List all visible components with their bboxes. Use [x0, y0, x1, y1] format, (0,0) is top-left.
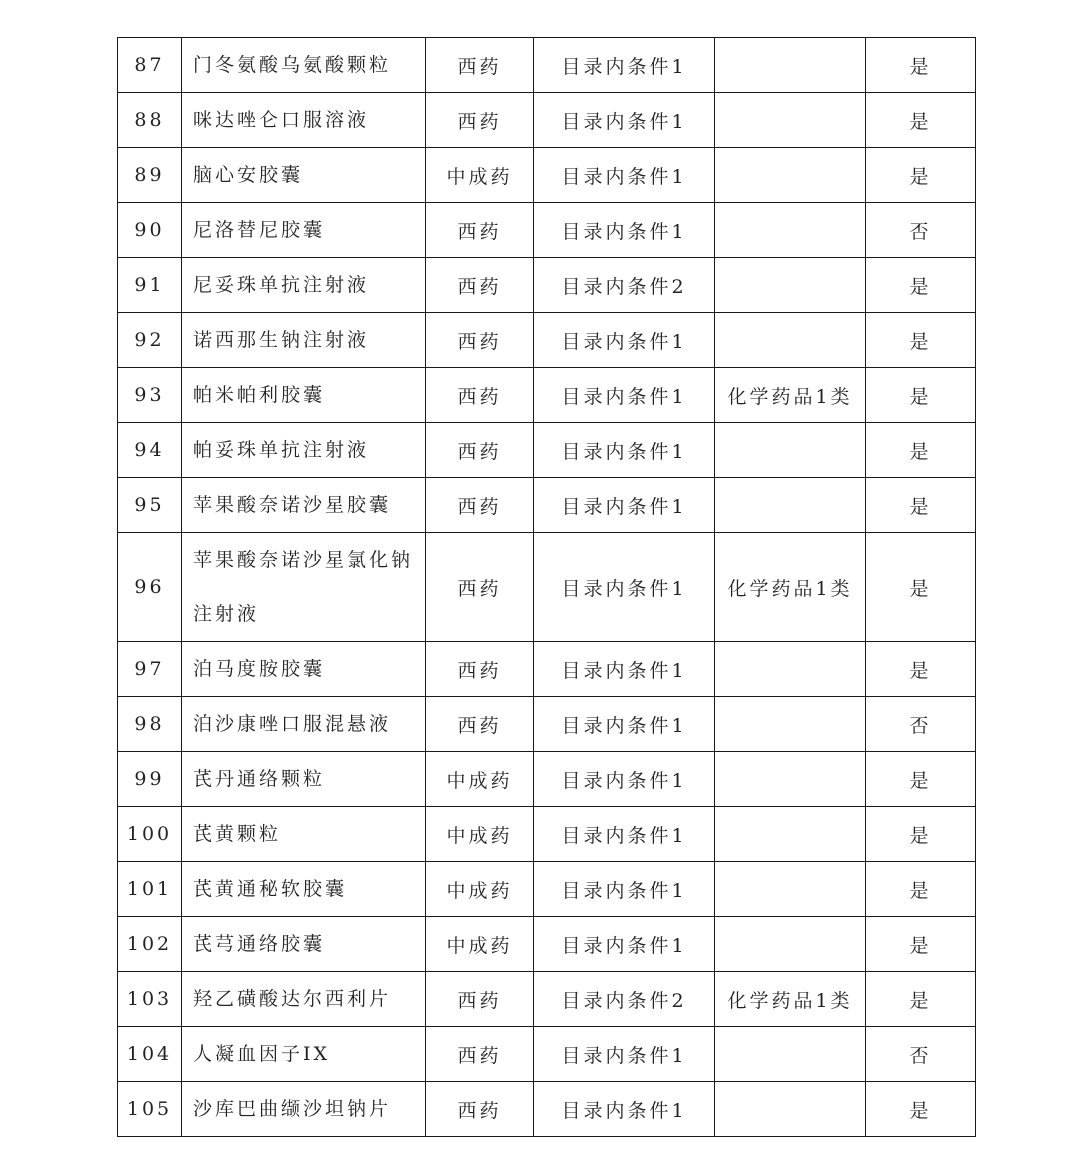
table-row [118, 807, 976, 862]
drug-type: 西药 [426, 368, 534, 423]
row-number: 90 [118, 203, 182, 258]
drug-category-note [715, 697, 866, 752]
yes-no-flag: 是 [866, 478, 976, 533]
catalog-condition: 目录内条件1 [534, 478, 715, 533]
drug-name: 泊沙康唑口服混悬液 [182, 697, 426, 752]
catalog-condition: 目录内条件1 [534, 93, 715, 148]
yes-no-flag: 否 [866, 697, 976, 752]
yes-no-flag: 否 [866, 203, 976, 258]
drug-name: 苹果酸奈诺沙星胶囊 [182, 478, 426, 533]
catalog-condition: 目录内条件1 [534, 423, 715, 478]
drug-name: 咪达唑仑口服溶液 [182, 93, 426, 148]
table-row [118, 642, 976, 697]
table-row [118, 203, 976, 258]
drug-category-note [715, 478, 866, 533]
table-row [118, 862, 976, 917]
drug-category-note [715, 93, 866, 148]
drug-name: 芪黄通秘软胶囊 [182, 862, 426, 917]
row-number: 93 [118, 368, 182, 423]
drug-type: 西药 [426, 1082, 534, 1137]
drug-type: 中成药 [426, 807, 534, 862]
yes-no-flag: 是 [866, 38, 976, 93]
drug-type: 西药 [426, 533, 534, 642]
drug-type: 西药 [426, 972, 534, 1027]
catalog-condition: 目录内条件1 [534, 533, 715, 642]
drug-category-note [715, 38, 866, 93]
row-number: 91 [118, 258, 182, 313]
catalog-condition: 目录内条件1 [534, 752, 715, 807]
drug-type: 中成药 [426, 752, 534, 807]
row-number: 101 [118, 862, 182, 917]
yes-no-flag: 是 [866, 423, 976, 478]
table-row [118, 697, 976, 752]
drug-category-note [715, 1027, 866, 1082]
drug-name: 帕米帕利胶囊 [182, 368, 426, 423]
drug-category-note [715, 313, 866, 368]
catalog-condition: 目录内条件2 [534, 972, 715, 1027]
drug-type: 西药 [426, 93, 534, 148]
drug-category-note [715, 1082, 866, 1137]
row-number: 88 [118, 93, 182, 148]
catalog-condition: 目录内条件1 [534, 1027, 715, 1082]
yes-no-flag: 是 [866, 752, 976, 807]
yes-no-flag: 是 [866, 862, 976, 917]
row-number: 95 [118, 478, 182, 533]
yes-no-flag: 是 [866, 1082, 976, 1137]
drug-type: 中成药 [426, 862, 534, 917]
drug-name: 苹果酸奈诺沙星氯化钠注射液 [182, 533, 426, 642]
table-row [118, 258, 976, 313]
table-row [118, 752, 976, 807]
drug-type: 中成药 [426, 148, 534, 203]
drug-name: 泊马度胺胶囊 [182, 642, 426, 697]
table-row [118, 423, 976, 478]
row-number: 92 [118, 313, 182, 368]
drug-name: 帕妥珠单抗注射液 [182, 423, 426, 478]
drug-name: 芪芎通络胶囊 [182, 917, 426, 972]
drug-category-note [715, 642, 866, 697]
drug-type: 西药 [426, 642, 534, 697]
drug-name: 尼洛替尼胶囊 [182, 203, 426, 258]
drug-category-note: 化学药品1类 [715, 368, 866, 423]
drug-category-note: 化学药品1类 [715, 972, 866, 1027]
row-number: 102 [118, 917, 182, 972]
table-row [118, 972, 976, 1027]
drug-category-note [715, 807, 866, 862]
row-number: 99 [118, 752, 182, 807]
drug-type: 西药 [426, 697, 534, 752]
drug-name: 芪黄颗粒 [182, 807, 426, 862]
catalog-condition: 目录内条件1 [534, 917, 715, 972]
table-row [118, 1027, 976, 1082]
drug-type: 西药 [426, 203, 534, 258]
catalog-condition: 目录内条件1 [534, 38, 715, 93]
catalog-condition: 目录内条件1 [534, 862, 715, 917]
yes-no-flag: 否 [866, 1027, 976, 1082]
row-number: 103 [118, 972, 182, 1027]
catalog-condition: 目录内条件2 [534, 258, 715, 313]
table-row [118, 917, 976, 972]
drug-type: 中成药 [426, 917, 534, 972]
drug-type: 西药 [426, 423, 534, 478]
catalog-condition: 目录内条件1 [534, 313, 715, 368]
drug-name: 门冬氨酸乌氨酸颗粒 [182, 38, 426, 93]
drug-category-note: 化学药品1类 [715, 533, 866, 642]
table-row [118, 313, 976, 368]
yes-no-flag: 是 [866, 148, 976, 203]
drug-category-note [715, 423, 866, 478]
yes-no-flag: 是 [866, 313, 976, 368]
row-number: 98 [118, 697, 182, 752]
drug-type: 西药 [426, 1027, 534, 1082]
yes-no-flag: 是 [866, 642, 976, 697]
drug-name: 人凝血因子IX [182, 1027, 426, 1082]
drug-list-table [117, 37, 976, 1137]
drug-type: 西药 [426, 258, 534, 313]
drug-category-note [715, 148, 866, 203]
drug-name: 脑心安胶囊 [182, 148, 426, 203]
drug-name: 尼妥珠单抗注射液 [182, 258, 426, 313]
yes-no-flag: 是 [866, 807, 976, 862]
table-row [118, 478, 976, 533]
row-number: 100 [118, 807, 182, 862]
table-row [118, 38, 976, 93]
drug-name: 沙库巴曲缬沙坦钠片 [182, 1082, 426, 1137]
table-row [118, 533, 976, 642]
drug-category-note [715, 917, 866, 972]
drug-category-note [715, 862, 866, 917]
row-number: 96 [118, 533, 182, 642]
catalog-condition: 目录内条件1 [534, 368, 715, 423]
catalog-condition: 目录内条件1 [534, 1082, 715, 1137]
row-number: 104 [118, 1027, 182, 1082]
drug-type: 西药 [426, 313, 534, 368]
row-number: 97 [118, 642, 182, 697]
row-number: 94 [118, 423, 182, 478]
yes-no-flag: 是 [866, 258, 976, 313]
row-number: 87 [118, 38, 182, 93]
row-number: 105 [118, 1082, 182, 1137]
catalog-condition: 目录内条件1 [534, 642, 715, 697]
drug-category-note [715, 752, 866, 807]
catalog-condition: 目录内条件1 [534, 807, 715, 862]
table-row [118, 368, 976, 423]
table-row [118, 1082, 976, 1137]
drug-name: 诺西那生钠注射液 [182, 313, 426, 368]
table-row [118, 148, 976, 203]
table-row [118, 93, 976, 148]
drug-type: 西药 [426, 38, 534, 93]
drug-name: 芪丹通络颗粒 [182, 752, 426, 807]
drug-name: 羟乙磺酸达尔西利片 [182, 972, 426, 1027]
yes-no-flag: 是 [866, 972, 976, 1027]
drug-category-note [715, 258, 866, 313]
row-number: 89 [118, 148, 182, 203]
catalog-condition: 目录内条件1 [534, 148, 715, 203]
table-body [118, 38, 976, 1137]
drug-category-note [715, 203, 866, 258]
yes-no-flag: 是 [866, 93, 976, 148]
drug-type: 西药 [426, 478, 534, 533]
catalog-condition: 目录内条件1 [534, 697, 715, 752]
yes-no-flag: 是 [866, 533, 976, 642]
yes-no-flag: 是 [866, 368, 976, 423]
yes-no-flag: 是 [866, 917, 976, 972]
catalog-condition: 目录内条件1 [534, 203, 715, 258]
